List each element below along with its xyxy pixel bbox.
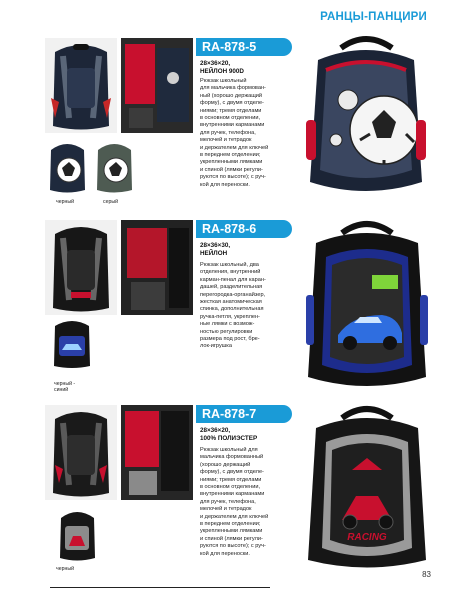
variant-grey-photo — [92, 140, 137, 195]
racing-print-text: RACING — [347, 532, 387, 543]
product-description: Рюкзак школьный, два отделения, внутренний карман-пенал для каран- дашей, разделительная перегородка-органайзер, жесткая анатомическая спинка, дополнительная ручка-петля, укреплен- ные лямки с возмож- ностью регулировки размера под рост, бре- лок-игрушка — [200, 262, 266, 350]
model-code: RA-878-5 — [202, 40, 257, 54]
variant-black-photo — [45, 140, 90, 195]
backpack-detail-photo — [121, 405, 193, 500]
variant-label-black: черный — [56, 566, 74, 572]
product-description: Рюкзак школьный для мальчика формованный (хорошо держащий форму), с двумя отделе- ниями; тремя отделами в основном отделении, внутренними карманами для ручек, телефона, мелочей и тетрадок и держателем для ключей в переднем отделении; укрепленными лямками и спиной (лямки регули- руются по высоте); с руч- кой для переноски. — [200, 447, 269, 557]
product-section-ra-878-6 — [0, 215, 449, 400]
backpack-detail-photo — [121, 38, 193, 133]
product-specs: 28×36×20, 100% ПОЛИЭСТЕР — [200, 427, 258, 442]
page-header-title: РАНЦЫ-ПАНЦИРИ — [320, 11, 427, 23]
model-code: RA-878-6 — [202, 222, 257, 236]
product-section-ra-878-5 — [0, 0, 449, 215]
backpack-back-photo — [45, 220, 117, 315]
variant-label-black: черный — [56, 199, 74, 205]
backpack-hero-photo — [296, 30, 436, 200]
variant-label-grey: серый — [103, 199, 118, 205]
product-description: Рюкзак школьный для мальчика формован- ный (хорошо держащий форму), с двумя отделе- ниями; тремя отделами в основном отделении, внутренними карманами для ручек, телефона, мелочей и тетрадок и держателем для ключей в переднем отделении; укрепленными лямками и спиной (лямки регули- руются по высоте); с руч- кой для переноски. — [200, 78, 269, 188]
variant-black-photo — [55, 508, 100, 563]
backpack-hero-photo — [298, 400, 436, 575]
model-code: RA-878-7 — [202, 407, 257, 421]
backpack-back-photo — [45, 38, 117, 133]
backpack-back-photo — [45, 405, 117, 500]
footer-rule — [50, 587, 270, 588]
page-number: 83 — [422, 570, 431, 579]
variant-label-black-blue: черный - синий — [54, 381, 76, 393]
variant-black-blue-photo — [50, 318, 94, 370]
product-specs: 28×36×30, НЕЙЛОН — [200, 242, 231, 257]
backpack-detail-photo — [121, 220, 193, 315]
product-specs: 28×36×20, НЕЙЛОН 900D — [200, 60, 244, 75]
backpack-hero-photo — [298, 215, 436, 395]
product-section-ra-878-7 — [0, 400, 449, 575]
